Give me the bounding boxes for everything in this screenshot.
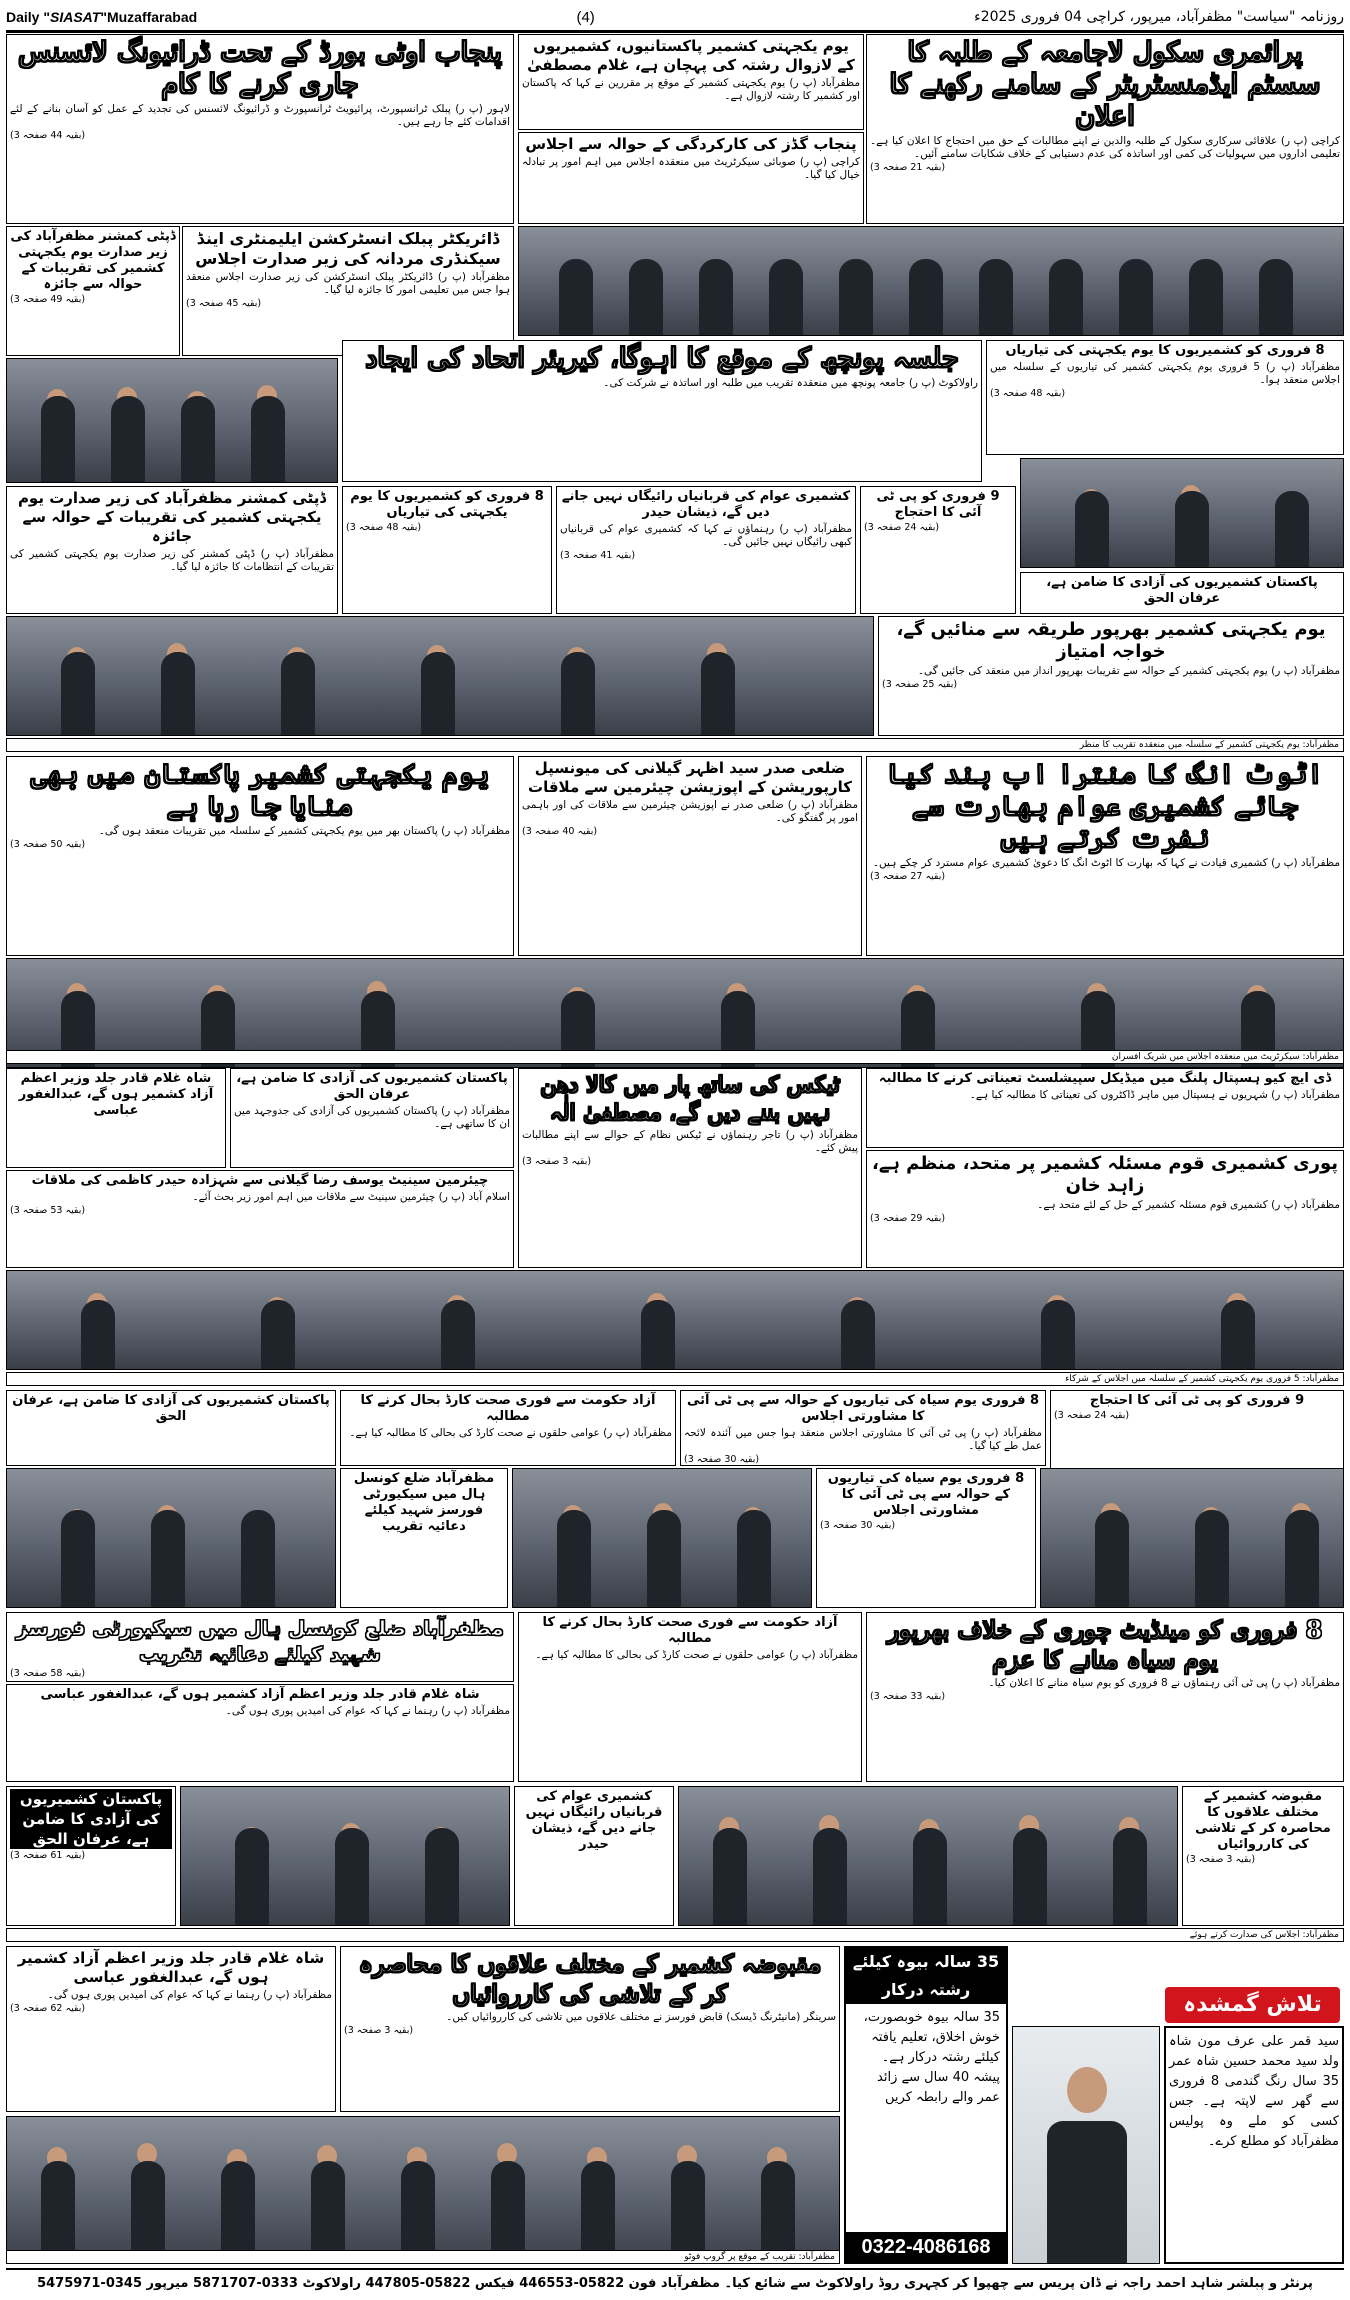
story-3: پنجاب گڈز کی کارکردگی کے حوالہ سے اجلاس کراچی (پ ر) صوبائی سیکرٹریٹ میں منعقدہ اجلاس میں اہم امور پر تبادلہ خیال کیا گیا۔ (518, 132, 864, 224)
story-12: اٹوٹ انگ کا منترا اب بند کیا جائے کشمیری عوام بھارت سے نفرت کرتے ہیں مظفرآباد (پ ر) کشمیری قیادت نے کہا کہ بھارت کا اٹوٹ انگ کا دعویٰ کشمیری عوام مسترد کر چکے ہیں۔ (بقیہ 27 صفحہ 3) (866, 756, 1344, 956)
missing-notice-title: تلاش گمشدہ (1165, 1987, 1340, 2023)
story-side-3: شاہ غلام قادر جلد وزیر اعظم آزاد کشمیر ہوں گے، عبدالغفور عباسی (6, 1068, 226, 1168)
caption-4: مظفرآباد: اجلاس کی صدارت کرتے ہوئے (6, 1928, 1344, 1942)
story-23: مقبوضہ کشمیر کے مختلف علاقوں کا محاصرہ کر کے تلاشی کی کارروائیاں سرینگر (مانیٹرنگ ڈیسک) قابض فورسز نے مختلف علاقوں میں تلاشی کی کارروائیاں کیں۔ (بقیہ 3 صفحہ 3) (340, 1946, 840, 2112)
photo-students (518, 226, 1344, 336)
story-7b: 8 فروری کو کشمیریوں کا یوم یکجہتی کی تیاریاں (بقیہ 48 صفحہ 3) (342, 486, 552, 614)
story-22b: آزاد حکومت سے فوری صحت کارڈ بحال کرنے کا مطالبہ مظفرآباد (پ ر) عوامی حلقوں نے صحت کارڈ کی بحالی کا مطالبہ کیا ہے۔ (518, 1612, 862, 1782)
story-1: پرائمری سکول لاجامعہ کے طلبہ کا سسٹم ایڈمنسٹریٹر کے سامنے رکھنے کا اعلان کراچی (پ ر) علاقائی سرکاری سکول کے طلبہ والدین نے اپنے مطالبات کے حق میں احتجاج کا اعلان کیا ہے۔ تعلیمی اداروں میں سہولیات کی کمی اور اساتذہ کی عدم دستیابی کے خلاف شکایات سامنے آئیں۔ (بقیہ 21 صفحہ 3) (866, 34, 1344, 224)
proposal-phone: 0322-4086168 (846, 2232, 1006, 2262)
story-side-9: کشمیری عوام کی قربانیاں رائیگاں نہیں جانے دیں گے، ذیشان حیدر (514, 1786, 674, 1926)
story-21: مظفرآباد ضلع کونسل ہال میں سیکیورٹی فورسز شہید کیلئے دعائیہ تقریب (بقیہ 58 صفحہ 3) (6, 1612, 514, 1682)
story-17: پوری کشمیری قوم مسئلہ کشمیر پر متحد، منظم ہے، زاہد خان مظفرآباد (پ ر) کشمیری قوم مسئلہ کشمیر کے حل کے لئے متحد ہے۔ (بقیہ 29 صفحہ 3) (866, 1150, 1344, 1268)
photo-gathering (6, 2116, 840, 2264)
story-side-7: مظفرآباد ضلع کونسل ہال میں سیکیورٹی فورسز شہید کیلئے دعائیہ تقریب (340, 1468, 508, 1608)
photo-meeting-1 (6, 358, 338, 483)
story-4: پنجاب اوٹی بورڈ کے تحت ڈرائیونگ لائسنس جاری کرنے کا کام لاہور (پ ر) پبلک ٹرانسپورٹ، پرائیویٹ ٹرانسپورٹ و ڈرائیونگ لائسنس کی تجدید کے عمل کو آسان بنانے کے لئے اقدامات کئے جا رہے ہیں۔ (بقیہ 44 صفحہ 3) (6, 34, 514, 224)
photo-book (1040, 1468, 1344, 1608)
caption-2: مظفرآباد: سیکرٹریٹ میں منعقدہ اجلاس میں شریک افسران (6, 1050, 1344, 1064)
story-20: آزاد حکومت سے فوری صحت کارڈ بحال کرنے کا مطالبہ مظفرآباد (پ ر) عوامی حلقوں نے صحت کارڈ کی بحالی کا مطالبہ کیا ہے۔ (340, 1390, 676, 1466)
story-side-5: 9 فروری کو پی ٹی آئی کا احتجاج (بقیہ 24 صفحہ 3) (1050, 1390, 1344, 1480)
story-19: 8 فروری یوم سیاہ کی تیاریوں کے حوالہ سے پی ٹی آئی کا مشاورتی اجلاس مظفرآباد (پ ر) پی ٹی آئی کا مشاورتی اجلاس منعقد ہوا جس میں آئندہ لائحہ عمل طے کیا گیا۔ (بقیہ 30 صفحہ 3) (680, 1390, 1046, 1466)
story-7: 8 فروری کو کشمیریوں کا یوم یکجہتی کی تیاریاں مظفرآباد (پ ر) 5 فروری یوم یکجہتی کشمیر کی تیاریوں کے سلسلہ میں اجلاس منعقد ہوا۔ (بقیہ 48 صفحہ 3) (986, 340, 1344, 455)
story-side-small: ڈپٹی کمشنر مظفرآباد کی زیر صدارت یوم یکجہتی کشمیر کی تقریبات کے حوالہ سے جائزہ (بقیہ 49 صفحہ 3) (6, 226, 180, 356)
missing-notice: سید قمر علی عرف مون شاہ ولد سید محمد حسین شاہ عمر 35 سال رنگ گندمی 8 فروری سے گھر سے لاپتہ ہے۔ جس کسی کو ملے وہ پولیس مظفرآباد کو مطلع کرے۔ (1164, 2026, 1344, 2264)
story-8: کشمیری عوام کی قربانیاں رائیگاں نہیں جانے دیں گے، ذیشان حیدر مظفرآباد (پ ر) رہنماؤں نے کہا کہ کشمیری عوام کی قربانیاں کبھی رائیگاں نہیں جائیں گی۔ (بقیہ 41 صفحہ 3) (556, 486, 856, 614)
photo-conference (6, 616, 874, 736)
story-side-8: 8 فروری یوم سیاہ کی تیاریوں کے حوالہ سے پی ٹی آئی کا مشاورتی اجلاس (بقیہ 30 صفحہ 3) (816, 1468, 1036, 1608)
story-side-6: پاکستان کشمیریوں کی آزادی کا ضامن ہے، عرفان الحق (6, 1390, 336, 1466)
photo-meeting-2 (1020, 458, 1344, 568)
story-24b: شاہ غلام قادر جلد وزیر اعظم آزاد کشمیر ہوں گے، عبدالغفور عباسی مظفرآباد (پ ر) رہنما نے کہا کہ عوام کی امیدیں پوری ہوں گی۔ (6, 1684, 514, 1782)
story-2: یوم یکجہتی کشمیر پاکستانیوں، کشمیریوں کے لازوال رشتہ کی پہچان ہے، غلام مصطفیٰ مظفرآباد (پ ر) یوم یکجہتی کشمیر کے موقع پر مقررین نے کہا کہ پاکستان اور کشمیر کا رشتہ لازوال ہے۔ (518, 34, 864, 130)
story-side-4: پاکستان کشمیریوں کی آزادی کا ضامن ہے، عرفان الحق مظفرآباد (پ ر) پاکستان کشمیریوں کی آزادی کی جدوجہد میں ان کا ساتھی ہے۔ (230, 1068, 514, 1168)
photo-strip-3 (6, 1270, 1344, 1370)
caption-5: مظفرآباد: تقریب کے موقع پر گروپ فوٹو (6, 2250, 840, 2264)
masthead-right: روزنامہ "سیاست" مظفرآباد، میرپور، کراچی 04 فروری 2025ء (974, 9, 1344, 25)
masthead-left: Daily "SIASAT"Muzaffarabad (6, 9, 198, 25)
photo-award (512, 1468, 812, 1608)
story-16: ڈی ایچ کیو ہسپتال پلنگ میں میڈیکل سپیشلسٹ تعیناتی کرنے کا مطالبہ مظفرآباد (پ ر) شہریوں نے ہسپتال میں ماہر ڈاکٹروں کی تعیناتی کا مطالبہ کیا ہے۔ (866, 1068, 1344, 1148)
story-side-2: پاکستان کشمیریوں کی آزادی کا ضامن ہے، عرفان الحق (1020, 572, 1344, 614)
story-5: ڈائریکٹر پبلک انسٹرکشن ایلیمنٹری اینڈ سیکنڈری مردانہ کی زیر صدارت اجلاس مظفرآباد (پ ر) ڈائریکٹر پبلک انسٹرکشن کی زیر صدارت اجلاس منعقد ہوا جس میں تعلیمی امور کا جائزہ لیا گیا۔ (بقیہ 45 صفحہ 3) (182, 226, 514, 356)
story-6: جلسہ پونچھ کے موقع کا اہوگا، کیریئر اتحاد کی ایجاد راولاکوٹ (پ ر) جامعہ پونچھ میں منعقدہ تقریب میں طلبہ اور اساتذہ نے شرکت کی۔ (342, 340, 982, 482)
photo-office (6, 1468, 336, 1608)
story-11: 9 فروری کو پی ٹی آئی کا احتجاج (بقیہ 24 صفحہ 3) (860, 486, 1016, 614)
photo-meeting-3 (180, 1786, 510, 1926)
story-10: یوم یکجہتی کشمیر بھرپور طریقہ سے منائیں گے، خواجہ امتیاز مظفرآباد (پ ر) یوم یکجہتی کشمیر کے حوالہ سے تقریبات بھرپور انداز میں منعقد کی جائیں گی۔ (بقیہ 25 صفحہ 3) (878, 616, 1344, 736)
masthead (6, 4, 1344, 33)
story-18: چیئرمین سینیٹ یوسف رضا گیلانی سے شہزادہ حیدر کاظمی کی ملاقات اسلام آباد (پ ر) چیئرمین سینیٹ سے ملاقات میں اہم امور زیر بحث آئے۔ (بقیہ 53 صفحہ 3) (6, 1170, 514, 1268)
caption-3: مظفرآباد: 5 فروری یوم یکجہتی کشمیر کے سلسلہ میں اجلاس کے شرکاء (6, 1372, 1344, 1386)
page-number: (4) (576, 8, 595, 26)
story-13: ضلعی صدر سید اظہر گیلانی کی میونسپل کارپوریشن کے اپوزیشن چیئرمین سے ملاقات مظفرآباد (پ ر) ضلعی صدر نے اپوزیشن چیئرمین سے ملاقات کی اور باہمی امور پر گفتگو کی۔ (بقیہ 40 صفحہ 3) (518, 756, 862, 956)
story-25: پاکستان کشمیریوں کی آزادی کا ضامن ہے، عرفان الحق (بقیہ 61 صفحہ 3) (6, 1786, 176, 1926)
caption-1: مظفرآباد: یوم یکجہتی کشمیر کے سلسلہ میں منعقدہ تقریب کا منظر (6, 738, 1344, 752)
story-15: ٹیکس کی ساتھ پار میں کالا دھن نہیں بننے دیں گے، مصطفیٰ الٰہ مظفرآباد (پ ر) تاجر رہنماؤں نے ٹیکس نظام کے حوالے سے اپنے مطالبات پیش کئے۔ (بقیہ 3 صفحہ 3) (518, 1068, 862, 1268)
photo-group (678, 1786, 1178, 1926)
story-24: شاہ غلام قادر جلد وزیر اعظم آزاد کشمیر ہوں گے، عبدالغفور عباسی مظفرآباد (پ ر) رہنما نے کہا کہ عوام کی امیدیں پوری ہوں گی۔ (بقیہ 62 صفحہ 3) (6, 1946, 336, 2112)
story-14: یوم یکجہتی کشمیر پاکستان میں بھی منایا جا رہا ہے مظفرآباد (پ ر) پاکستان بھر میں یوم یکجہتی کشمیر کے سلسلہ میں تقریبات منعقد ہوں گی۔ (بقیہ 50 صفحہ 3) (6, 756, 514, 956)
story-22: 8 فروری کو مینڈیٹ چوری کے خلاف بھرپور یوم سیاہ منانے کا عزم مظفرآباد (پ ر) پی ٹی آئی رہنماؤں نے 8 فروری کو یوم سیاہ منانے کا اعلان کیا۔ (بقیہ 33 صفحہ 3) (866, 1612, 1344, 1782)
story-9: ڈپٹی کمشنر مظفرآباد کی زیر صدارت یوم یکجہتی کشمیر کی تقریبات کے حوالہ سے جائزہ مظفرآباد (پ ر) ڈپٹی کمشنر کی زیر صدارت یوم یکجہتی کشمیر کی تقریبات کے انتظامات کا جائزہ لیا گیا۔ (6, 486, 338, 614)
imprint-footer: پرنٹر و پبلشر شاہد احمد راجہ نے ڈان پریس سے چھپوا کر کچہری روڈ راولاکوٹ سے شائع کیا۔ مظفرآباد فون 05822-446553 فیکس 05822-447805 راولاکوٹ 0333-5871707 میرپور 0345-5475971 (6, 2268, 1344, 2298)
story-side-10: مقبوضہ کشمیر کے مختلف علاقوں کا محاصرہ کر کے تلاشی کی کارروائیاں (بقیہ 3 صفحہ 3) (1182, 1786, 1344, 1926)
photo-missing-person (1012, 2026, 1160, 2264)
proposal-ad: 35 سالہ بیوہ کیلئے رشتہ درکار 35 سالہ بیوہ خوبصورت، خوش اخلاق، تعلیم یافتہ کیلئے رشتہ درکار ہے۔ پیشہ 40 سال سے زائد عمر والے رابطہ کریں 0322-4086168 (844, 1946, 1008, 2264)
